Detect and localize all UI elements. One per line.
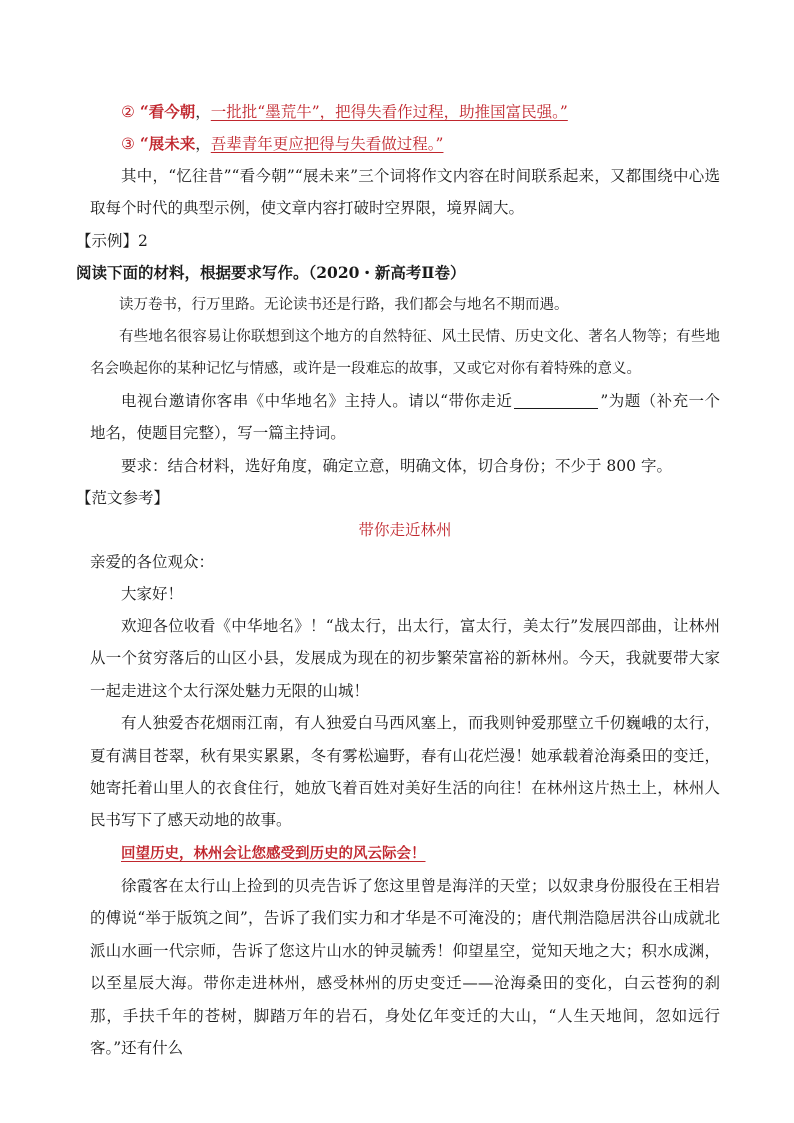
essay-paragraph-1: 欢迎各位收看《中华地名》！“战太行，出太行，富太行，美太行”发展四部曲，让林州从一个贫穷落后的山区小县，发展成为现在的初步繁荣富裕的新林州。今天，我就要带大家一起走进这个太行深处魅力无限的山城！: [90, 617, 720, 700]
task-after-blank: ”为题（补充一个地名，使题目完整），写一篇主持词。: [90, 391, 720, 443]
item-3-rest: 吾辈青年更应把得与失看做过程。”: [210, 135, 444, 153]
essay-paragraph-2: 有人独爱杏花烟雨江南，有人独爱白马西风塞上，而我则钟爱那壁立千仞巍峨的太行，夏有满目苍翠，秋有果实累累，冬有雾松遍野，春有山花烂漫！她承载着沧海桑田的变迁，她寄托着山里人的衣食住行，她放飞着百姓对美好生活的向往！在林州这片热土上，林州人民书写下了感天动地的故事。: [90, 714, 720, 830]
material-1: 读万卷书，行万里路。无论读书还是行路，我们都会与地名不期而遇。: [119, 296, 569, 313]
item-2-comma: ，: [195, 103, 211, 121]
writing-task: [90, 385, 720, 450]
item-3-head: “展未来: [139, 134, 196, 153]
task-before-blank: 电视台邀请你客串《中华地名》主持人。请以“带你走近: [121, 391, 513, 410]
essay-title: 带你走近林州: [358, 521, 452, 540]
example-prompt: 阅读下面的材料，根据要求写作。（2020・新高考Ⅱ卷）: [76, 262, 466, 282]
analysis-paragraph: 其中，“忆往昔”“看今朝”“展未来”三个词将作文内容在时间联系起来，又都围绕中心选取每个时代的典型示例，使文章内容打破时空界限，境界阔大。: [90, 167, 720, 218]
page-content: [76, 96, 720, 1064]
essay-hello: 大家好！: [121, 585, 184, 604]
example-item-3: [90, 128, 720, 160]
highlight-sentence: 回望历史，林州会让您感受到历史的风云际会！: [121, 844, 426, 862]
material-2: 有些地名很容易让你联想到这个地方的自然特征、风土民情、历史文化、著名人物等；有些地名会唤起你的某种记忆与情感，或许是一段难忘的故事，又或它对你有着特殊的意义。: [90, 328, 720, 377]
essay-greeting: 亲爱的各位观众：: [90, 553, 215, 572]
title-blank: [514, 392, 598, 409]
reference-label: 【范文参考】: [76, 489, 170, 508]
item-3-comma: ，: [195, 135, 211, 153]
item-2-head: “看今朝: [139, 102, 196, 121]
item-marker-2: ②: [121, 103, 135, 121]
item-marker-3: ③: [121, 135, 135, 153]
essay-paragraph-3: 徐霞客在太行山上捡到的贝壳告诉了您这里曾是海洋的天堂；以奴隶身份服役在王相岩的傅说“举于版筑之间”，告诉了我们实力和才华是不可淹没的；唐代荆浩隐居洪谷山成就北派山水画一代宗师，告诉了您这片山水的钟灵毓秀！仰望星空，觉知天地之大；积水成渊，以至星辰大海。带你走进林州，感受林州的历史变迁——沧海桑田的变化，白云苍狗的刹那，手扶千年的苍树，脚踏万年的岩石，身处亿年变迁的大山，“人生天地间，忽如远行客。”还有什么: [90, 876, 720, 1057]
writing-requirement: 要求：结合材料，选好角度，确定立意，明确文体，切合身份；不少于 800 字。: [121, 456, 672, 475]
item-2-rest: 一批批“墨荒牛”，把得失看作过程，助推国富民强。”: [210, 103, 568, 121]
essay-highlight: [90, 837, 720, 870]
example-label: 【示例】2: [76, 231, 148, 250]
example-item-2: [90, 96, 720, 128]
